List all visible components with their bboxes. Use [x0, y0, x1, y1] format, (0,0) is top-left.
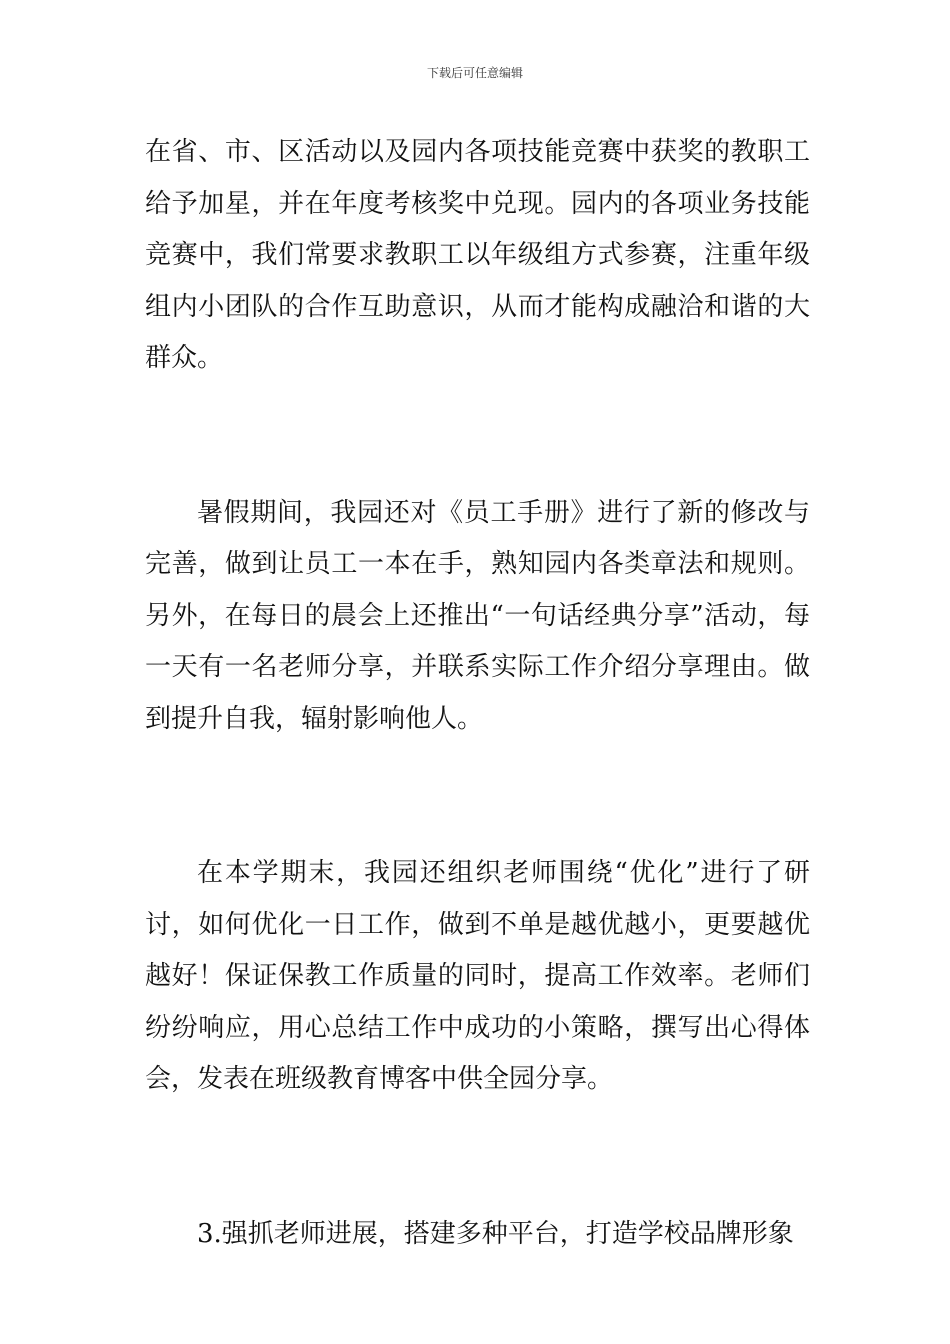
document-body [145, 127, 810, 1260]
paragraph-spacer [145, 1106, 810, 1209]
page-header-note: 下载后可任意编辑 [426, 66, 523, 80]
paragraph-staff-handbook: 暑假期间，我园还对《员工手册》进行了新的修改与完善，做到让员工一本在手，熟知园内各类章法和规则。另外，在每日的晨会上还推出“一句话经典分享”活动，每一天有一名老师分享，并联系实际工作介绍分享理由。做到提升自我，辐射影响他人。 [145, 497, 810, 734]
paragraph-awards: 在省、市、区活动以及园内各项技能竞赛中获奖的教职工给予加星，并在年度考核奖中兑现。园内的各项业务技能竞赛中，我们常要求教职工以年级组方式参赛，注重年级组内小团队的合作互助意识，从而才能构成融洽和谐的大群众。 [145, 137, 810, 373]
paragraph-optimization: 在本学期末，我园还组织老师围绕“优化”进行了研讨，如何优化一日工作，做到不单是越优越小，更要越优越好！保证保教工作质量的同时，提高工作效率。老师们纷纷响应，用心总结工作中成功的小策略，撰写出心得体会，发表在班级教育博客中供全园分享。 [145, 858, 810, 1094]
paragraph-spacer [145, 745, 810, 848]
section-heading: 3.强抓老师进展，搭建多种平台，打造学校品牌形象 [197, 1218, 794, 1249]
paragraph-spacer [145, 385, 810, 488]
